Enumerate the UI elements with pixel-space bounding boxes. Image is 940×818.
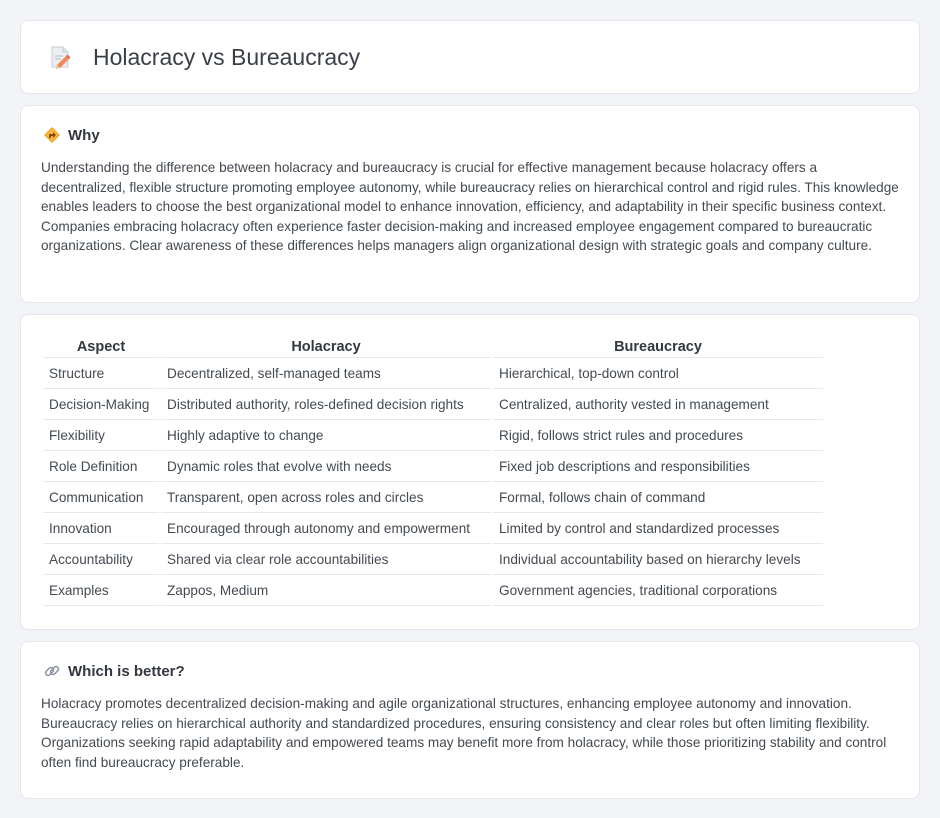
page-title: Holacracy vs Bureaucracy: [93, 43, 361, 70]
why-text: Understanding the difference between holacracy and bureaucracy is crucial for effective management because holacracy offers a decentralized, flexible structure promoting employee autonomy, while bureaucracy relies on hierarchical control and rigid rules. This knowledge enables leaders to choose the best organizational model to enhance innovation, efficiency, and adaptability in their specific business context. Companies embracing holacracy often experience faster decision-making and increased employee engagement compared to bureaucratic organizations. Clear awareness of these differences helps managers align organizational design with strategic goals and company culture.: [41, 160, 899, 253]
table-cell-holacracy: Shared via clear role accountabilities: [161, 544, 491, 575]
comparison-card: [20, 314, 920, 630]
header-card: [20, 20, 920, 94]
table-cell-bureaucracy: Hierarchical, top-down control: [493, 358, 823, 389]
table-cell-bureaucracy: Limited by control and standardized processes: [493, 513, 823, 544]
why-heading: [43, 126, 899, 144]
link-icon: [43, 662, 61, 680]
table-cell-aspect: Decision-Making: [43, 389, 159, 420]
table-cell-holacracy: Encouraged through autonomy and empowerment: [161, 513, 491, 544]
which-is-better-text: Holacracy promotes decentralized decision-making and agile organizational structures, enhancing employee autonomy and innovation. Bureaucracy relies on hierarchical authority and standardized procedures, ensuring consistency and clear roles but often limiting flexibility. Organizations seeking rapid adaptability and empowered teams may benefit more from holacracy, while those prioritizing stability and control often find bureaucracy preferable.: [41, 696, 887, 770]
table-cell-bureaucracy: Fixed job descriptions and responsibilities: [493, 451, 823, 482]
table-row: [43, 544, 823, 575]
table-row: [43, 420, 823, 451]
column-header-aspect: Aspect: [43, 335, 159, 358]
table-cell-bureaucracy: Government agencies, traditional corporations: [493, 575, 823, 606]
table-cell-holacracy: Dynamic roles that evolve with needs: [161, 451, 491, 482]
table-header-row: [43, 335, 823, 358]
column-header-bureaucracy: Bureaucracy: [493, 335, 823, 358]
table-cell-aspect: Innovation: [43, 513, 159, 544]
table-cell-aspect: Communication: [43, 482, 159, 513]
which-is-better-heading: [43, 662, 899, 680]
table-cell-holacracy: Transparent, open across roles and circles: [161, 482, 491, 513]
column-header-holacracy: Holacracy: [161, 335, 491, 358]
table-row: [43, 482, 823, 513]
table-cell-aspect: Examples: [43, 575, 159, 606]
comparison-table: [41, 335, 825, 606]
why-section: [20, 105, 920, 303]
table-cell-aspect: Accountability: [43, 544, 159, 575]
table-cell-holacracy: Distributed authority, roles-defined decision rights: [161, 389, 491, 420]
which-is-better-title: Which is better?: [68, 662, 185, 680]
which-is-better-section: [20, 641, 920, 799]
why-title: Why: [68, 126, 100, 144]
table-cell-aspect: Flexibility: [43, 420, 159, 451]
table-cell-bureaucracy: Individual accountability based on hierarchy levels: [493, 544, 823, 575]
table-row: [43, 389, 823, 420]
table-row: [43, 451, 823, 482]
table-cell-aspect: Role Definition: [43, 451, 159, 482]
table-cell-holacracy: Decentralized, self-managed teams: [161, 358, 491, 389]
document-edit-icon: [47, 44, 73, 70]
table-row: [43, 513, 823, 544]
table-cell-aspect: Structure: [43, 358, 159, 389]
table-cell-holacracy: Zappos, Medium: [161, 575, 491, 606]
diamond-sign-icon: [43, 126, 61, 144]
table-cell-bureaucracy: Formal, follows chain of command: [493, 482, 823, 513]
table-row: [43, 575, 823, 606]
table-cell-holacracy: Highly adaptive to change: [161, 420, 491, 451]
table-row: [43, 358, 823, 389]
table-cell-bureaucracy: Rigid, follows strict rules and procedures: [493, 420, 823, 451]
table-cell-bureaucracy: Centralized, authority vested in management: [493, 389, 823, 420]
